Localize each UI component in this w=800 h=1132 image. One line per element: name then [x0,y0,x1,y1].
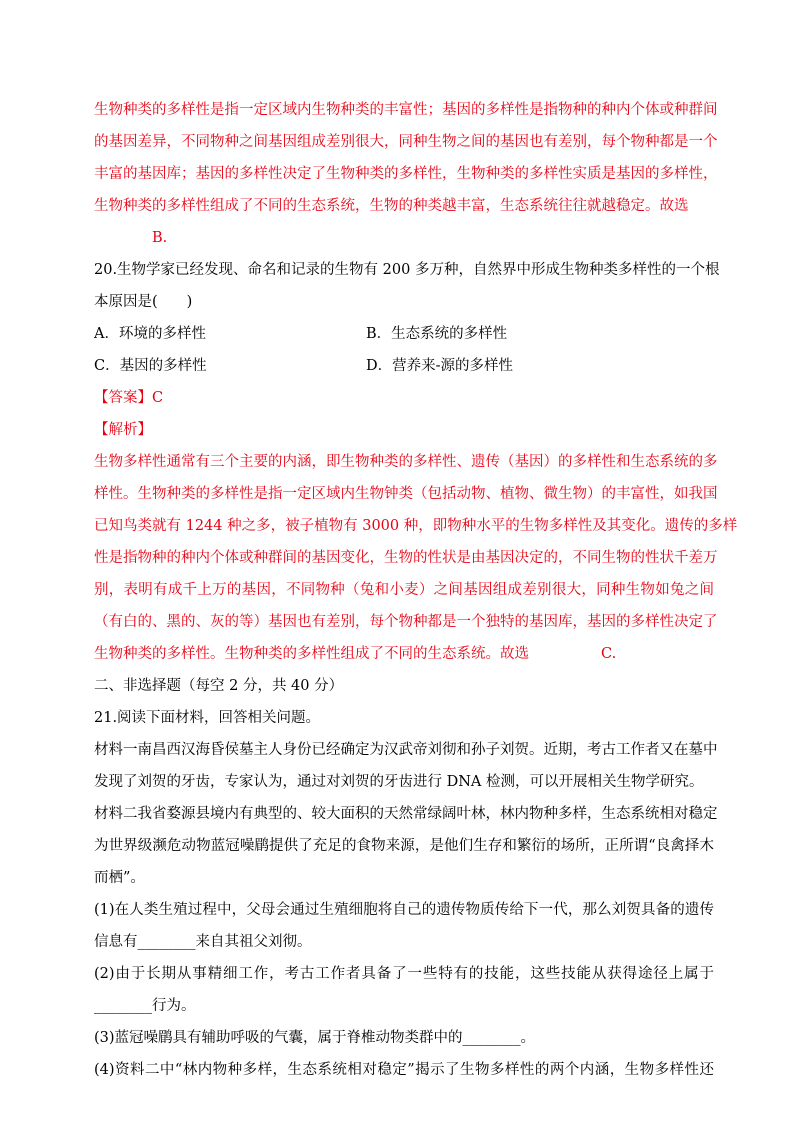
prev-answer-choice: B. [152,230,168,246]
q20-option-c: C．基因的多样性 [94,358,207,374]
q21-sub3-line: (3)蓝冠噪鹛具有辅助呼吸的气囊，属于脊椎动物类群中的________。 [94,1030,536,1046]
q20-options-row-2 [94,350,714,382]
q21-stem: 21.阅读下面材料，回答相关问题。 [94,710,321,726]
q20-analysis-answer: C. [601,646,617,662]
q20-analysis-label: 【解析】 [94,422,152,438]
q21-sub1-line-1: (1)在人类生殖过程中，父母会通过生殖细胞将自己的遗传物质传给下一代，那么刘贺具备的遗传 [94,902,714,918]
q20-option-a: A．环境的多样性 [94,326,206,342]
document-content [94,94,738,1086]
q21-material2-line-1: 材料二我省婺源县境内有典型的、较大面积的天然常绿阔叶林，林内物种多样，生态系统相对稳定 [94,806,718,822]
q21-sub1-line-2: 信息有________来自其祖父刘彻。 [94,934,312,950]
q20-analysis-last-text: 生物种类的多样性。生物种类的多样性组成了不同的生态系统。故选 [94,646,529,662]
q20-analysis-line-7 [94,638,714,670]
q21-material1-line-1: 材料一南昌西汉海昏侯墓主人身份已经确定为汉武帝刘彻和孙子刘贺。近期，考古工作者又在墓中 [94,742,718,758]
q20-analysis-line-4: 性是指物种的种内个体或种群间的基因变化，生物的性状是由基因决定的，不同生物的性状千差万 [94,550,718,566]
prev-explanation-line-1: 生物种类的多样性是指一定区域内生物种类的丰富性；基因的多样性是指物种的种内个体或种群间 [94,102,718,118]
q20-answer [94,382,714,414]
q20-analysis-line-6: （有白的、黑的、灰的等）基因也有差别，每个物种都是一个独特的基因库，基因的多样性决定了 [94,614,718,630]
q21-sub2-line-1: (2)由于长期从事精细工作，考古工作者具备了一些特有的技能，这些技能从获得途径上属于 [94,966,714,982]
q21-material1-line-2: 发现了刘贺的牙齿，专家认为，通过对刘贺的牙齿进行 DNA 检测，可以开展相关生物学研究。 [94,774,704,790]
q20-analysis-line-2: 样性。生物种类的多样性是指一定区域内生物钟类（包括动物、植物、微生物）的丰富性，如我国 [94,486,718,502]
q20-analysis-line-1: 生物多样性通常有三个主要的内涵，即生物种类的多样性、遗传（基因）的多样性和生态系统的多 [94,454,718,470]
q20-option-b: B．生态系统的多样性 [366,326,508,342]
q20-analysis-line-5: 别，表明有成千上万的基因，不同物种（兔和小麦）之间基因组成差别很大，同种生物如兔之间 [94,582,714,598]
prev-explanation-line-3: 丰富的基因库；基因的多样性决定了生物种类的多样性，生物种类的多样性实质是基因的多样性， [94,166,718,182]
q21-sub2-line-2: ________行为。 [94,998,196,1014]
q21-sub4-line: (4)资料二中“林内物种多样，生态系统相对稳定”揭示了生物多样性的两个内涵，生物多样性还 [94,1062,714,1078]
q20-analysis-line-3: 已知鸟类就有 1244 种之多，被子植物有 3000 种，即物种水平的生物多样性及其变化。遗传的多样 [94,518,738,534]
q20-answer-value: C [152,390,164,406]
prev-explanation-line-4: 生物种类的多样性组成了不同的生态系统，生物的种类越丰富，生态系统往往就越稳定。故选 [94,198,689,214]
q20-stem-line-2: 本原因是( ) [94,294,193,310]
q20-answer-label: 【答案】 [94,390,152,406]
q20-options-row-1 [94,318,714,350]
q20-option-d: D．营养来-源的多样性 [366,358,514,374]
q21-material2-line-3: 而栖”。 [94,870,145,886]
q20-stem-line-1: 20.生物学家已经发现、命名和记录的生物有 200 多万种，自然界中形成生物种类多样性的一个根 [94,262,720,278]
prev-explanation-line-2: 的基因差异，不同物种之间基因组成差别很大，同种生物之间的基因也有差别，每个物种都是一个 [94,134,718,150]
q21-material2-line-2: 为世界级濒危动物蓝冠噪鹛提供了充足的食物来源，是他们生存和繁衍的场所，正所谓“良禽择木 [94,838,714,854]
section-2-heading: 二、非选择题（每空 2 分，共 40 分） [94,678,344,694]
